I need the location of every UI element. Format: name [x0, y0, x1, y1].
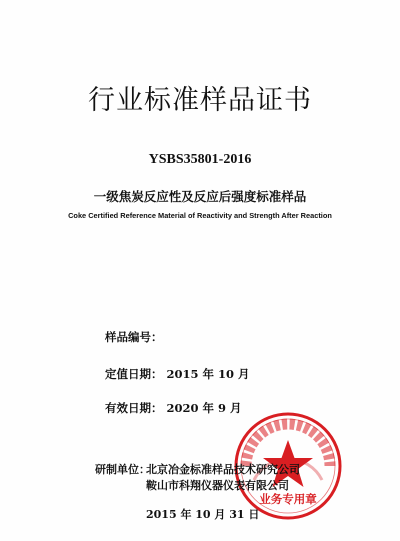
sample-number-field: 样品编号：: [105, 330, 163, 344]
certificate-title: 行业标准样品证书: [88, 85, 312, 116]
developer-organization-1: 北京冶金标准样品技术研究公司: [146, 463, 300, 476]
material-name-chinese: 一级焦炭反应性及反应后强度标准样品: [93, 189, 307, 204]
standard-code: YSBS35801-2016: [148, 152, 252, 167]
certification-date-field: 定值日期： 2015 年 10 月: [105, 367, 250, 381]
developer-organization-2: 鞍山市科翔仪器仪表有限公司: [146, 479, 289, 492]
valid-until-field: 有效日期： 2020 年 9 月: [105, 401, 242, 415]
seal-bottom-text: 业务专用章: [259, 492, 317, 506]
material-name-english: Coke Certified Reference Material of Reactivity and Strength After Reaction: [68, 211, 332, 220]
issue-date: 2015 年 10 月 31 日: [146, 508, 260, 521]
developer-label: 研制单位：: [95, 463, 150, 476]
